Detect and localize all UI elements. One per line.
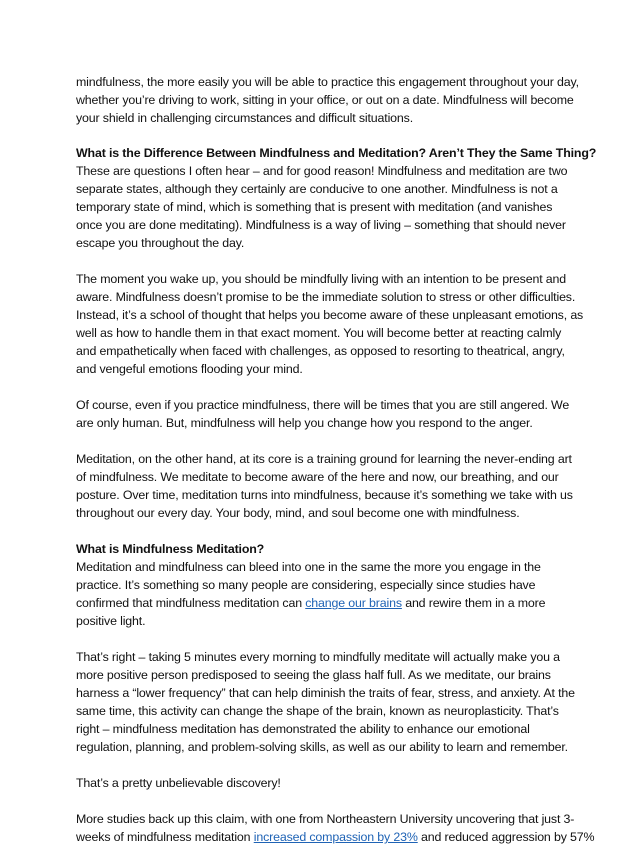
text-line: practice. It’s something so many people are considering, especially since studies have bbox=[76, 578, 536, 592]
text-line: positive light. bbox=[76, 614, 146, 628]
paragraph-discovery bbox=[76, 774, 580, 792]
increased-compassion-link[interactable]: increased compassion by 23% bbox=[253, 830, 418, 844]
text-line: same time, this activity can change the shape of the brain, known as neuroplasticity. That’s bbox=[76, 704, 559, 718]
paragraph-studies bbox=[76, 810, 595, 846]
paragraph-wake-up bbox=[76, 270, 584, 378]
change-our-brains-link[interactable]: change our brains bbox=[305, 596, 402, 610]
text-segment: confirmed that mindfulness meditation can bbox=[76, 596, 306, 610]
paragraph-anger bbox=[76, 396, 580, 432]
text-segment: weeks of mindfulness meditation bbox=[76, 830, 254, 844]
text-line: That’s right – taking 5 minutes every morning to mindfully meditate will actually make you a bbox=[76, 650, 560, 664]
section-mindfulness-meditation bbox=[76, 540, 580, 630]
text-line: regulation, planning, and problem-solving skills, as well as our ability to learn and remember. bbox=[76, 740, 568, 754]
paragraph-five-minutes bbox=[76, 648, 580, 756]
text-line: whether you’re driving to work, sitting in your office, or out on a date. Mindfulness will become bbox=[76, 93, 574, 107]
text-line: and empathetically when faced with challenges, as opposed to resorting to theatrical, angry, bbox=[76, 344, 565, 358]
text-line: harness a “lower frequency” that can help diminish the traits of fear, stress, and anxiety. At the bbox=[76, 686, 575, 700]
paragraph-meditation-core bbox=[76, 450, 580, 522]
text-line: More studies back up this claim, with one from Northeastern University uncovering that just 3- bbox=[76, 812, 575, 826]
text-line: temporary state of mind, which is something that is present with meditation (and vanishes bbox=[76, 200, 553, 214]
text-line: That’s a pretty unbelievable discovery! bbox=[76, 776, 281, 790]
text-line: Of course, even if you practice mindfulness, there will be times that you are still angered. We bbox=[76, 398, 570, 412]
text-line: more positive person predisposed to seeing the glass half full. As we meditate, our brains bbox=[76, 668, 551, 682]
text-segment: and reduced aggression by 57% bbox=[417, 830, 595, 844]
section-difference bbox=[76, 144, 597, 252]
text-line: of mindfulness. We meditate to become aware of the here and now, our breathing, and our bbox=[76, 470, 559, 484]
text-line: and vengeful emotions flooding your mind. bbox=[76, 362, 303, 376]
text-line: Instead, it’s a school of thought that helps you become aware of these unpleasant emotions, as bbox=[76, 308, 584, 322]
paragraph-mindfulness-shield bbox=[76, 73, 580, 127]
text-line: aware. Mindfulness doesn’t promise to be the immediate solution to stress or other difficulties. bbox=[76, 290, 576, 304]
text-line: throughout our every day. Your body, mind, and soul become one with mindfulness. bbox=[76, 506, 520, 520]
text-line: once you are done meditating). Mindfulness is a way of living – something that should never bbox=[76, 218, 566, 232]
text-line: escape you throughout the day. bbox=[76, 236, 245, 250]
text-line: are only human. But, mindfulness will help you change how you respond to the anger. bbox=[76, 416, 533, 430]
text-line: posture. Over time, meditation turns into mindfulness, because it’s something we take with us bbox=[76, 488, 573, 502]
text-line-with-link bbox=[76, 828, 595, 846]
text-line: These are questions I often hear – and for good reason! Mindfulness and meditation are two bbox=[76, 164, 568, 178]
section-heading-mindfulness-meditation: What is Mindfulness Meditation? bbox=[76, 542, 265, 556]
text-segment: and rewire them in a more bbox=[401, 596, 546, 610]
text-line: well as how to handle them in that exact moment. You will become better at reacting calmly bbox=[76, 326, 562, 340]
section-heading-difference: What is the Difference Between Mindfulness and Meditation? Aren’t They the Same Thing? bbox=[76, 146, 597, 160]
text-line: The moment you wake up, you should be mindfully living with an intention to be present and bbox=[76, 272, 566, 286]
text-line: separate states, although they certainly are conducive to one another. Mindfulness is not a bbox=[76, 182, 558, 196]
text-line: your shield in challenging circumstances and difficult situations. bbox=[76, 111, 413, 125]
text-line-with-link bbox=[76, 594, 580, 612]
text-line: mindfulness, the more easily you will be able to practice this engagement throughout your day, bbox=[76, 75, 579, 89]
text-line: Meditation and mindfulness can bleed into one in the same the more you engage in the bbox=[76, 560, 541, 574]
text-line: Meditation, on the other hand, at its core is a training ground for learning the never-ending art bbox=[76, 452, 572, 466]
text-line: right – mindfulness meditation has demonstrated the ability to enhance our emotional bbox=[76, 722, 530, 736]
